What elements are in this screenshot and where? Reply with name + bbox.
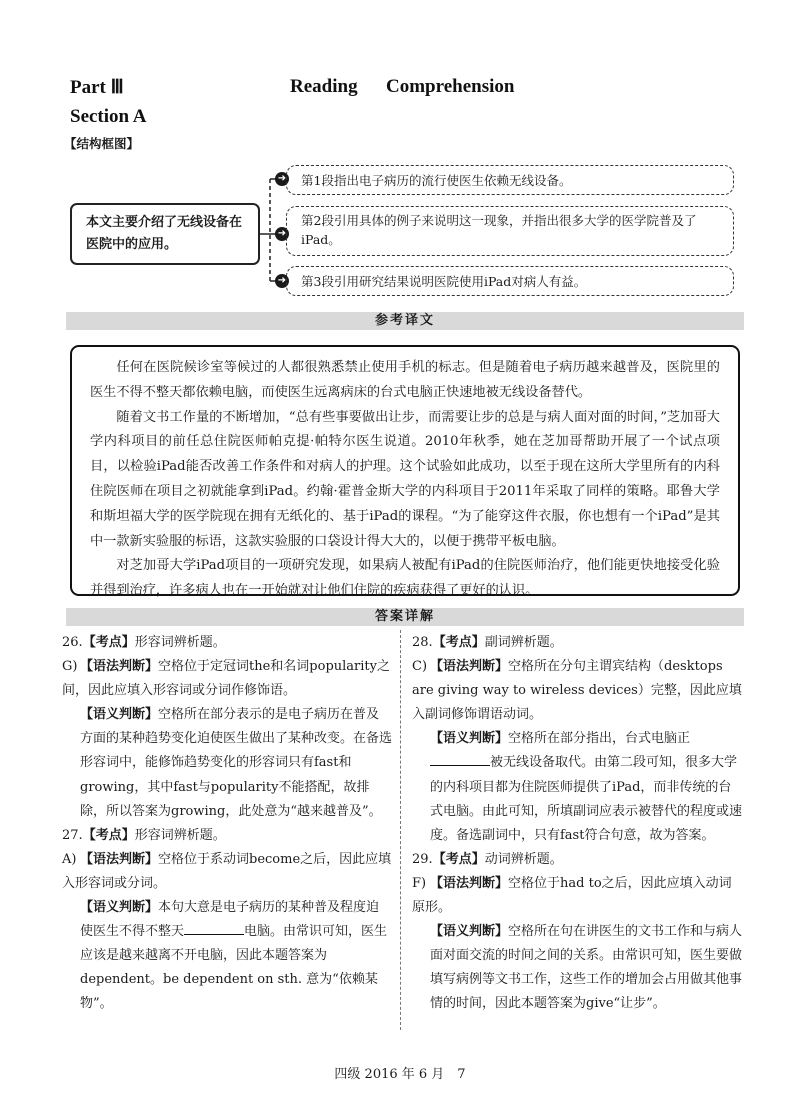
q27-semantic: 【语义判断】本句大意是电子病历的某种普及程度迫使医生不得不整天 电脑。由常识可知，医生应该是越来越离不开电脑，因此本题答案为dependent。be dependent on sth. 意为“依赖某物”。	[80, 900, 388, 1012]
comprehension-heading: Comprehension	[386, 76, 515, 97]
part-title: Part Ⅲ	[70, 77, 124, 98]
reading-heading: Reading	[290, 76, 358, 97]
paragraph-3-text: 第3段引用研究结果说明医院使用iPad对病人有益。	[301, 274, 587, 289]
q26-point: 26.【考点】形容词辨析题。	[62, 635, 226, 650]
answers-left-column	[62, 631, 392, 1017]
q28-point: 28.【考点】副词辨析题。	[412, 635, 563, 650]
paragraph-2-box	[286, 206, 734, 256]
q29-semantic: 【语义判断】空格所在句在讲医生的文书工作和与病人面对面交流的时间之间的关系。由常识可知，医生要做填写病例等文书工作，这些工作的增加会占用做其他事情的时间，因此本题答案为give“让步”。	[430, 924, 743, 1012]
q29-answer-letter: F)	[412, 875, 427, 891]
framework-label: 【结构框图】	[64, 136, 140, 151]
q27-grammar: A) 【语法判断】空格位于系动词become之后，因此应填入形容词或分词。	[62, 848, 392, 896]
q28-grammar: C) 【语法判断】空格所在分句主谓宾结构（desktops are giving way to wireless devices）完整，因此应填入副词修饰谓语动词。	[412, 655, 744, 727]
arrow-right-icon: ➜	[275, 172, 289, 186]
translation-paragraph: 对芝加哥大学iPad项目的一项研究发现，如果病人被配有iPad的住院医师治疗，他们能更快地接受化验并得到治疗，许多病人也在一开始就对让他们住院的疾病获得了更好的认识。	[90, 558, 720, 599]
translation-box	[70, 345, 740, 599]
q26-answer-letter: G)	[62, 659, 78, 675]
summary-box	[70, 203, 260, 265]
translation-banner	[66, 312, 744, 330]
q28-answer-letter: C)	[412, 659, 428, 675]
translation-paragraph: 随着文书工作量的不断增加，“总有些事要做出让步，而需要让步的总是与病人面对面的时间，”芝加哥大学内科项目的前任总住院医师帕克提·帕特尔医生说道。2010年秋季，她在芝加哥帮助开展了一个试点项目，以检验iPad能否改善工作条件和对病人的护理。这个试验如此成功，以至于现在这所大学里所有的内科住院医师在项目之初就能拿到iPad。约翰·霍普金斯大学的内科项目于2011年采取了同样的策略。耶鲁大学和斯坦福大学的医学院现在拥有无纸化的、基于iPad的课程。“为了能穿这件衣服，你也想有一个iPad”是其中一款新实验服的标语，这款实验服的口袋设计得大大的，以便于携带平板电脑。	[90, 409, 720, 549]
paragraph-2-text: 第2段引用具体的例子来说明这一现象，并指出很多大学的医学院普及了iPad。	[301, 213, 697, 247]
paragraph-1-text: 第1段指出电子病历的流行使医生依赖无线设备。	[301, 173, 572, 188]
paragraph-3-box	[286, 266, 734, 296]
column-divider	[400, 630, 401, 1030]
q27-point: 27.【考点】形容词辨析题。	[62, 827, 226, 843]
q28-semantic: 【语义判断】空格所在部分指出，台式电脑正被无线设备取代。由第二段可知，很多大学的内科项目都为住院医师提供了iPad，而非传统的台式电脑。由此可知，所填副词应表示被替代的程度或速度。备选副词中，只有fast符合句意，故为答案。	[430, 731, 743, 843]
q26-grammar: G) 【语法判断】空格位于定冠词the和名词popularity之间，因此应填入形容词或分词作修饰语。	[62, 655, 392, 703]
page-footer: 四级 2016 年 6 月 7	[334, 1067, 466, 1082]
answer-blank	[430, 751, 490, 766]
q26-semantic: 【语义判断】空格所在部分表示的是电子病历在普及方面的某种趋势变化迫使医生做出了某种改变。在备选形容词中，能修饰趋势变化的形容词只有fast和growing，其中fast与popularity不能搭配，故排除，所以答案为growing，此处意为“越来越普及”。	[80, 707, 393, 819]
answers-banner	[66, 608, 744, 626]
q27-answer-letter: A)	[62, 851, 77, 867]
q29-point: 29.【考点】动词辨析题。	[412, 851, 563, 867]
summary-text: 本文主要介绍了无线设备在医院中的应用。	[86, 215, 243, 252]
arrow-right-icon: ➜	[275, 227, 289, 241]
section-title: Section A	[70, 106, 147, 127]
answers-right-column	[412, 631, 744, 1017]
q29-grammar: F) 【语法判断】空格位于had to之后，因此应填入动词原形。	[412, 872, 744, 920]
translation-title: 参考译文	[374, 313, 435, 328]
answers-title: 答案详解	[374, 609, 435, 624]
answer-blank	[184, 920, 244, 935]
arrow-right-icon: ➜	[275, 274, 289, 288]
translation-paragraph: 任何在医院候诊室等候过的人都很熟悉禁止使用手机的标志。但是随着电子病历越来越普及，医院里的医生不得不整天都依赖电脑，而使医生远离病床的台式电脑正快速地被无线设备替代。	[90, 360, 720, 400]
paragraph-1-box	[286, 165, 734, 195]
